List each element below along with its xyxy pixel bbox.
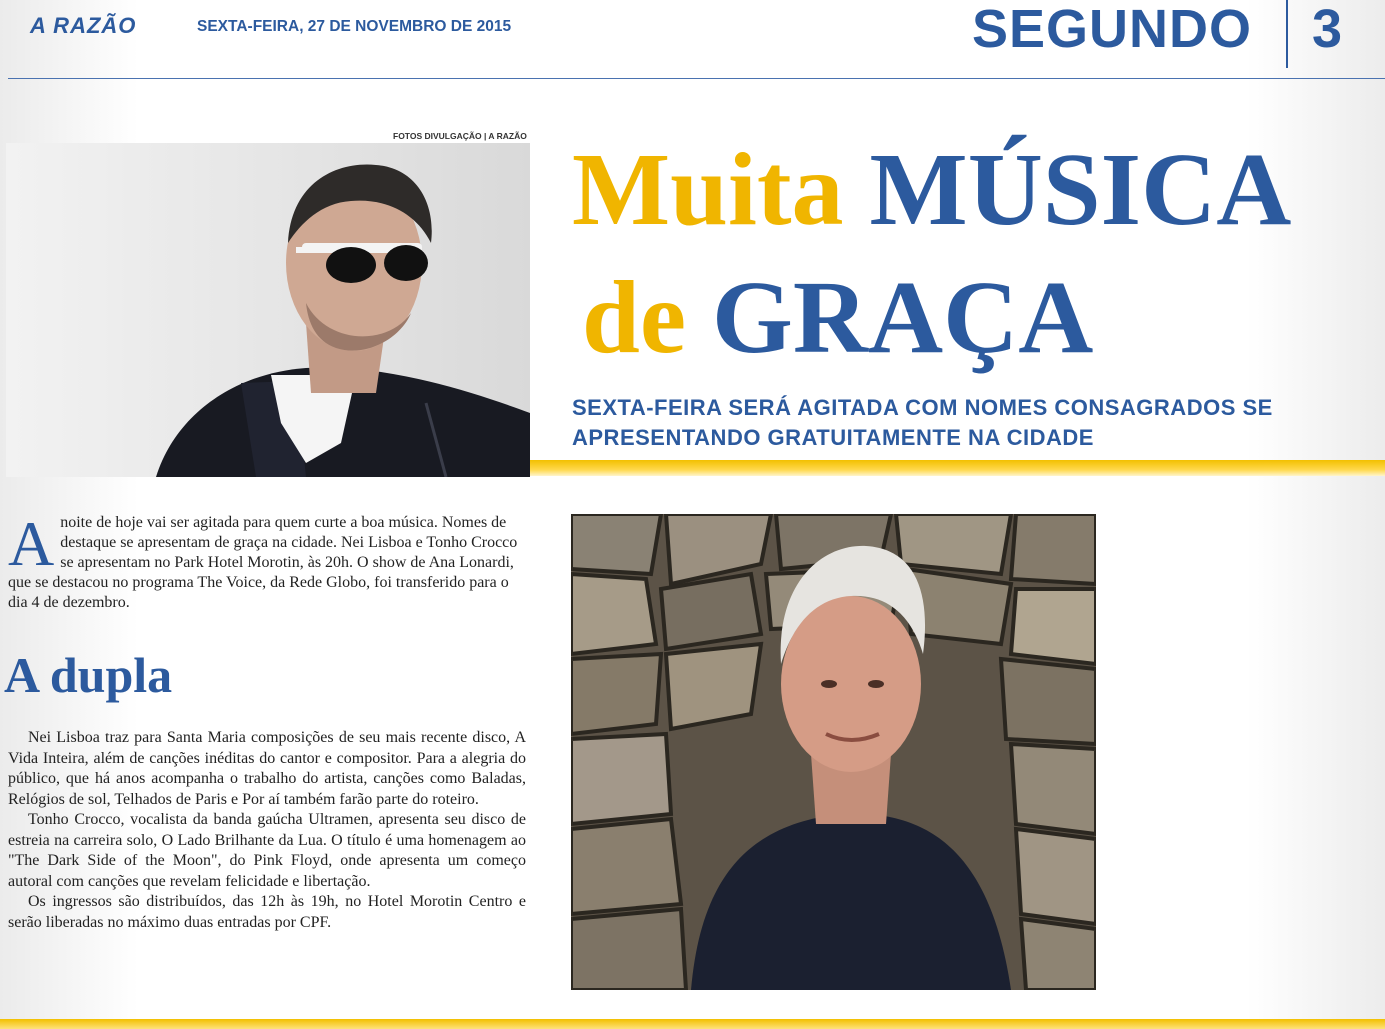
header-rule bbox=[8, 78, 1385, 79]
section-title: SEGUNDO bbox=[972, 0, 1253, 59]
portrait-sunglasses-illustration bbox=[6, 143, 530, 477]
bottom-gold-rule bbox=[0, 1019, 1385, 1029]
article-paragraph: Os ingressos são distribuídos, das 12h às 19h, no Hotel Morotin Centro e serão liberadas no máximo duas entradas por CPF. bbox=[8, 893, 526, 931]
subheadline: SEXTA-FEIRA SERÁ AGITADA COM NOMES CONSAGRADOS SE APRESENTANDO GRATUITAMENTE NA CIDADE bbox=[572, 395, 1273, 450]
headline-word-graca: GRAÇA bbox=[712, 260, 1094, 375]
newspaper-logo: A RAZÃO bbox=[30, 13, 137, 38]
drop-cap: A bbox=[8, 508, 55, 579]
photo-tonho-crocco bbox=[6, 143, 530, 477]
article-paragraph: Tonho Crocco, vocalista da banda gaúcha Ultramen, apresenta seu disco de estreia na carreira solo, O Lado Brilhante da Lua. O título é uma homenagem ao "The Dark Side of the Moon", do Pink Floyd, onde apresenta um começo autoral com canções que revelam felicidade e libertação. bbox=[8, 811, 526, 890]
portrait-stone-wall-illustration bbox=[571, 514, 1096, 990]
gold-divider bbox=[530, 460, 1385, 476]
headline-word-muita: Muita bbox=[572, 132, 844, 247]
article-paragraph: Nei Lisboa traz para Santa Maria composições de seu mais recente disco, A Vida Inteira, além de canções inéditas do cantor e compositor. Para a alegria do público, que há anos acompanha o trabalho do artista, canções como Baladas, Relógios de sol, Telhados de Paris e Por aí também farão parte do roteiro. bbox=[8, 729, 526, 808]
article-body bbox=[8, 728, 526, 933]
section-divider bbox=[1286, 0, 1288, 68]
article-subtitle: A dupla bbox=[4, 647, 173, 703]
headline-word-musica: MÚSICA bbox=[869, 132, 1292, 247]
intro-text: noite de hoje vai ser agitada para quem curte a boa música. Nomes de destaque se apresentam de graça na cidade. Nei Lisboa e Tonho Crocco se apresentam no Park Hotel Morotin, às 20h. O show de Ana Lonardi, que se destacou no programa The Voice, da Rede Globo, foi transferido para o dia 4 de dezembro. bbox=[8, 514, 518, 611]
photo-nei-lisboa bbox=[571, 514, 1096, 990]
edition-date: SEXTA-FEIRA, 27 DE NOVEMBRO DE 2015 bbox=[197, 18, 512, 35]
page-number: 3 bbox=[1312, 0, 1343, 59]
article-intro bbox=[8, 508, 526, 613]
photo-credit: FOTOS DIVULGAÇÃO | A RAZÃO bbox=[393, 131, 527, 141]
headline-word-de: de bbox=[582, 260, 686, 375]
